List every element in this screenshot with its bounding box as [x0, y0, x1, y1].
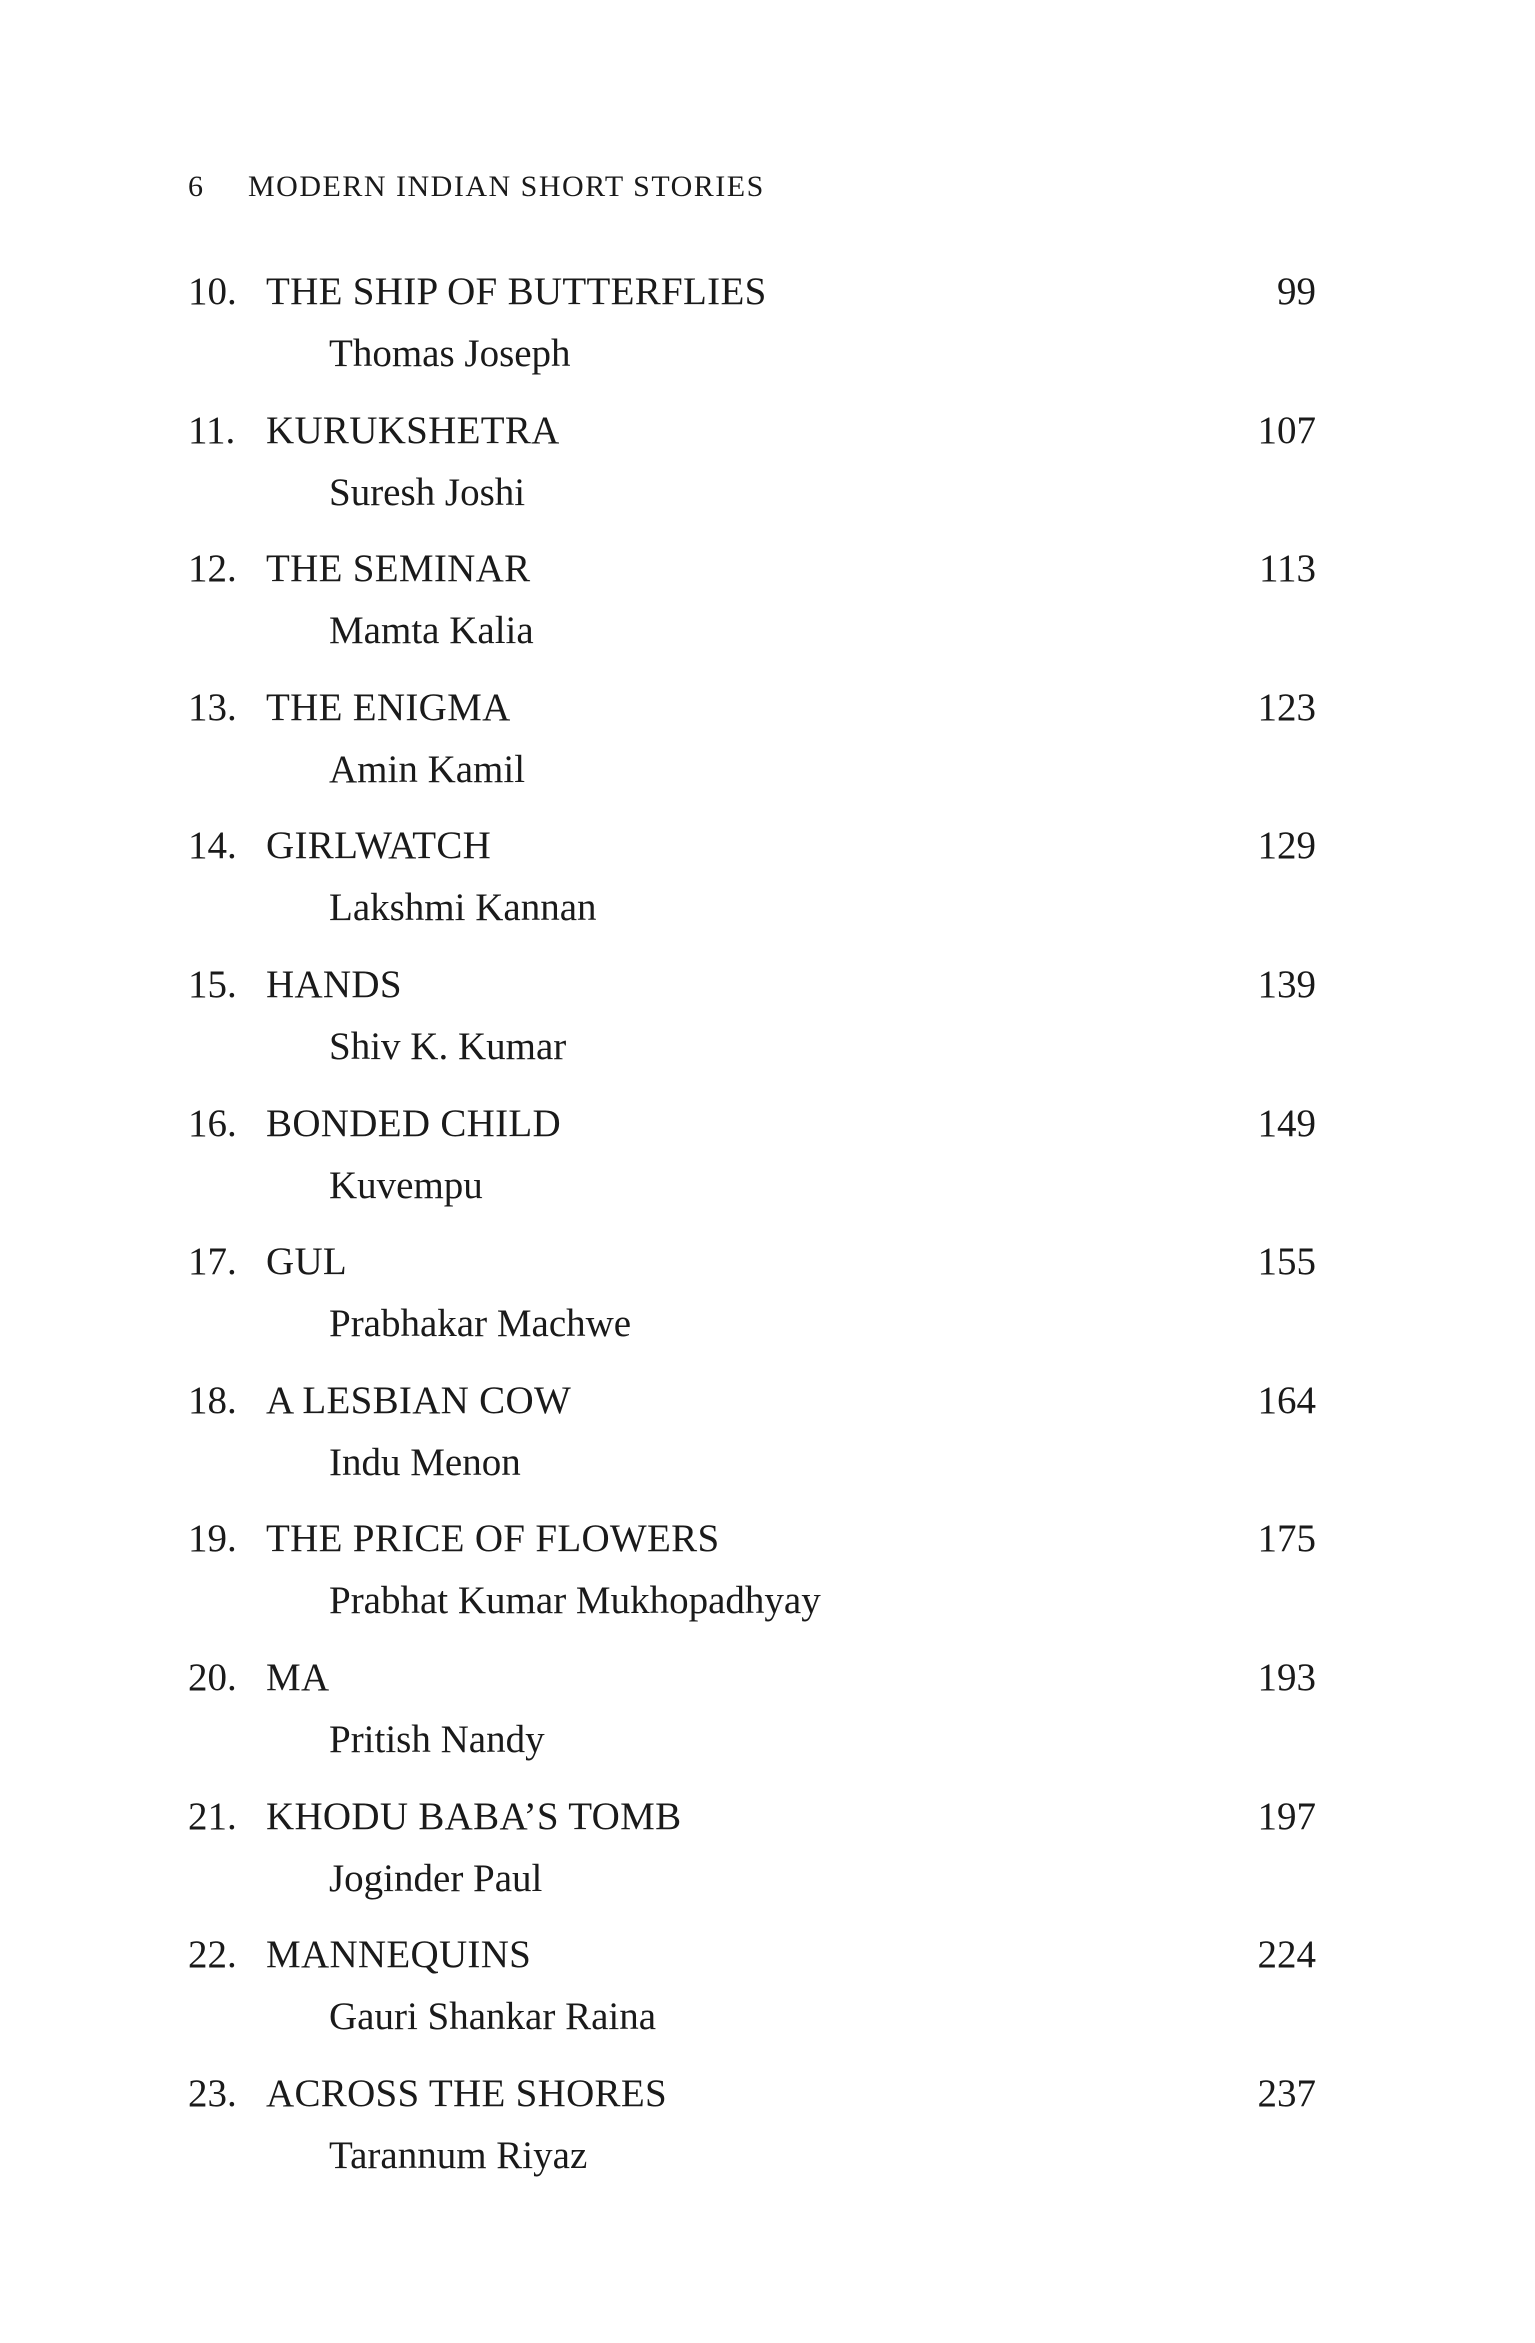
- entry-author: Kuvempu: [329, 1163, 483, 1207]
- entry-page-number: 129: [1257, 824, 1316, 868]
- entry-title: KURUKSHETRA: [266, 408, 560, 452]
- entry-title: MANNEQUINS: [266, 1933, 532, 1977]
- table-of-contents: [188, 262, 1316, 2202]
- entry-author: Prabhat Kumar Mukhopadhyay: [329, 1579, 821, 1623]
- entry-page-number: 175: [1257, 1517, 1316, 1561]
- toc-entry: [188, 1925, 1316, 2064]
- entry-author: Mamta Kalia: [329, 609, 534, 653]
- entry-title: MA: [266, 1655, 330, 1699]
- entry-number: 18.: [188, 1378, 237, 1422]
- entry-number: 15.: [188, 962, 237, 1006]
- entry-number: 20.: [188, 1655, 237, 1699]
- entry-page-number: 197: [1257, 1794, 1316, 1838]
- toc-entry: [188, 262, 1316, 401]
- entry-page-number: 113: [1258, 547, 1316, 591]
- entry-page-number: 107: [1257, 408, 1316, 452]
- entry-title: BONDED CHILD: [266, 1101, 561, 1145]
- entry-author: Suresh Joshi: [329, 470, 526, 514]
- page-number: 6: [188, 170, 205, 203]
- entry-page-number: 149: [1257, 1101, 1316, 1145]
- book-title: MODERN INDIAN SHORT STORIES: [248, 170, 765, 203]
- toc-entry: [188, 1509, 1316, 1648]
- entry-author: Tarannum Riyaz: [329, 2133, 588, 2177]
- toc-entry: [188, 1094, 1316, 1233]
- entry-number: 19.: [188, 1517, 237, 1561]
- entry-page-number: 139: [1257, 962, 1316, 1006]
- entry-page-number: 99: [1277, 270, 1316, 313]
- entry-number: 14.: [188, 824, 237, 868]
- entry-author: Lakshmi Kannan: [329, 886, 597, 930]
- entry-title: KHODU BABA’S TOMB: [266, 1794, 682, 1838]
- toc-entry: [188, 1232, 1316, 1371]
- entry-title: THE ENIGMA: [266, 685, 511, 729]
- entry-title: THE SEMINAR: [266, 547, 531, 591]
- entry-author: Prabhakar Machwe: [329, 1302, 632, 1346]
- toc-entry: [188, 2064, 1316, 2203]
- entry-number: 17.: [188, 1240, 237, 1284]
- entry-author: Thomas Joseph: [329, 332, 571, 375]
- toc-entry: [188, 1648, 1316, 1787]
- entry-author: Joginder Paul: [329, 1856, 543, 1900]
- entry-title: HANDS: [266, 962, 402, 1006]
- entry-author: Indu Menon: [329, 1440, 521, 1484]
- entry-title: GIRLWATCH: [266, 824, 492, 868]
- entry-number: 21.: [188, 1794, 237, 1838]
- entry-number: 16.: [188, 1101, 237, 1145]
- entry-number: 12.: [188, 547, 237, 591]
- entry-title: ACROSS THE SHORES: [266, 2071, 667, 2115]
- toc-entry: [188, 955, 1316, 1094]
- entry-number: 13.: [188, 685, 237, 729]
- entry-number: 23.: [188, 2071, 237, 2115]
- toc-entry: [188, 678, 1316, 817]
- entry-page-number: 155: [1257, 1240, 1316, 1284]
- entry-page-number: 193: [1257, 1655, 1316, 1699]
- entry-author: Shiv K. Kumar: [329, 1024, 567, 1068]
- entry-title: THE SHIP OF BUTTERFLIES: [266, 270, 767, 313]
- entry-title: THE PRICE OF FLOWERS: [266, 1517, 720, 1561]
- toc-entry: [188, 1371, 1316, 1510]
- entry-title: A LESBIAN COW: [266, 1378, 572, 1422]
- entry-page-number: 237: [1257, 2071, 1316, 2115]
- toc-entry: [188, 816, 1316, 955]
- entry-page-number: 164: [1257, 1378, 1316, 1422]
- toc-entry: [188, 401, 1316, 540]
- entry-number: 22.: [188, 1933, 237, 1977]
- toc-entry: [188, 539, 1316, 678]
- entry-page-number: 224: [1257, 1933, 1316, 1977]
- entry-author: Amin Kamil: [329, 747, 526, 791]
- entry-author: Gauri Shankar Raina: [329, 1995, 657, 2039]
- entry-author: Pritish Nandy: [329, 1717, 545, 1761]
- running-head: [188, 170, 765, 204]
- entry-title: GUL: [266, 1240, 348, 1284]
- entry-number: 10.: [188, 270, 237, 313]
- toc-entry: [188, 1787, 1316, 1926]
- entry-number: 11.: [188, 408, 236, 452]
- entry-page-number: 123: [1257, 685, 1316, 729]
